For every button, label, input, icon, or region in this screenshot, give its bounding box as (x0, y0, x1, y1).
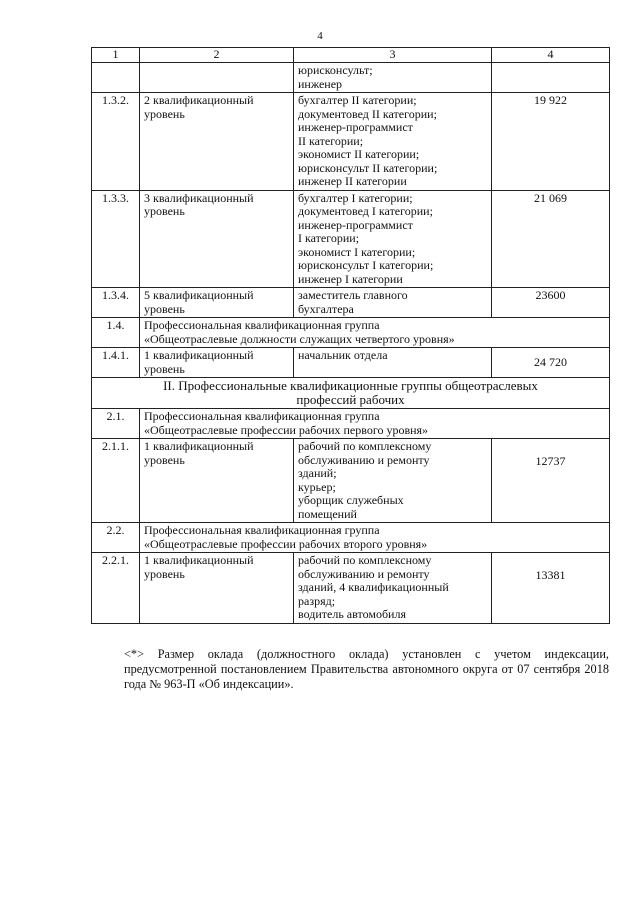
group-title (140, 409, 610, 439)
page-number: 4 (317, 30, 323, 42)
position-line: I категории; (298, 231, 360, 245)
position-line: помещений (298, 506, 357, 521)
salary-table (91, 47, 610, 624)
positions-cell (294, 63, 492, 93)
position-line: инженер-программист (298, 217, 413, 232)
salary-cell: 21 069 (492, 190, 610, 288)
positions-cell (294, 93, 492, 191)
table-row (92, 409, 610, 439)
position-line: юрисконсульт; (298, 63, 373, 77)
position-line: бухгалтер II категории; (298, 93, 417, 107)
positions-cell (294, 439, 492, 523)
row-number: 2.1.1. (92, 439, 140, 523)
level-line: уровень (144, 566, 185, 581)
position-line: начальник отдела (298, 348, 388, 362)
group-title (140, 318, 610, 348)
position-line: документовед I категории; (298, 204, 433, 218)
row-number: 1.3.2. (92, 93, 140, 191)
position-line: водитель автомобиля (298, 607, 406, 621)
level-line: уровень (144, 204, 185, 218)
position-line: зданий; (298, 466, 337, 480)
level-line: 5 квалификационный (144, 288, 254, 302)
group-line: «Общеотраслевые должности служащих четвертого уровня» (144, 331, 455, 346)
position-line: зданий, 4 квалификационный (298, 580, 449, 594)
qualification-level (140, 288, 294, 318)
column-header: 1 (92, 48, 140, 63)
position-line: инженер-программист (298, 120, 413, 134)
position-line: разряд; (298, 593, 336, 608)
level-line: 2 квалификационный (144, 93, 254, 107)
position-line: рабочий по комплексному (298, 439, 432, 453)
section-line: профессий рабочих (296, 392, 405, 407)
table-row (92, 348, 610, 378)
position-line: рабочий по комплексному (298, 553, 432, 567)
position-line: экономист II категории; (298, 147, 420, 161)
positions-cell (294, 348, 492, 378)
level-line: 1 квалификационный (144, 553, 254, 567)
position-line: заместитель главного (298, 288, 408, 302)
position-line: инженер II категории (298, 174, 407, 188)
level-line: 1 квалификационный (144, 348, 254, 362)
qualification-level (140, 93, 294, 191)
position-line: обслуживанию и ремонту (298, 566, 430, 581)
qualification-level (140, 553, 294, 624)
position-line: экономист I категории; (298, 244, 416, 259)
table-row (92, 378, 610, 409)
row-number (92, 63, 140, 93)
position-line: обслуживанию и ремонту (298, 452, 430, 467)
qualification-level (140, 190, 294, 288)
table-row (92, 93, 610, 191)
table-row (92, 288, 610, 318)
section-title (92, 378, 610, 409)
row-number: 1.4.1. (92, 348, 140, 378)
positions-cell (294, 553, 492, 624)
row-number: 1.3.3. (92, 190, 140, 288)
group-line: Профессиональная квалификационная группа (144, 318, 380, 332)
group-title (140, 523, 610, 553)
group-line: Профессиональная квалификационная группа (144, 409, 380, 423)
qualification-level (140, 348, 294, 378)
salary-cell (492, 63, 610, 93)
group-line: Профессиональная квалификационная группа (144, 523, 380, 537)
position-line: II категории; (298, 133, 364, 148)
level-line: уровень (144, 452, 185, 467)
qualification-level (140, 439, 294, 523)
positions-cell (294, 190, 492, 288)
position-line: курьер; (298, 479, 336, 494)
group-line: «Общеотраслевые профессии рабочих первого уровня» (144, 422, 429, 437)
salary-cell: 12737 (492, 439, 610, 523)
column-header: 3 (294, 48, 492, 63)
table-row (92, 63, 610, 93)
table-header-row (92, 48, 610, 63)
position-line: документовед II категории; (298, 106, 437, 121)
level-line: 3 квалификационный (144, 190, 254, 205)
section-line: II. Профессиональные квалификационные группы общеотраслевых (163, 378, 538, 393)
level-line: уровень (144, 301, 185, 316)
qualification-level (140, 63, 294, 93)
row-number: 2.1. (92, 409, 140, 439)
position-line: юрисконсульт II категории; (298, 160, 438, 175)
column-header: 2 (140, 48, 294, 63)
position-line: инженер I категории (298, 271, 403, 286)
row-number: 2.2.1. (92, 553, 140, 624)
row-number: 1.4. (92, 318, 140, 348)
level-line: уровень (144, 361, 185, 376)
table-row (92, 318, 610, 348)
salary-cell: 23600 (492, 288, 610, 318)
row-number: 2.2. (92, 523, 140, 553)
position-line: бухгалтер I категории; (298, 190, 413, 205)
position-line: инженер (298, 76, 343, 91)
column-header: 4 (492, 48, 610, 63)
position-line: бухгалтера (298, 301, 354, 316)
table-row (92, 439, 610, 523)
positions-cell (294, 288, 492, 318)
position-line: юрисконсульт I категории; (298, 258, 434, 272)
group-line: «Общеотраслевые профессии рабочих второго уровня» (144, 536, 428, 551)
footnote: <*> Размер оклада (должностного оклада) установлен с учетом индексации, предусмотренной постановлением Правительства автономного округа от 07 сентября 2018 года № 963-П «Об индексации». (124, 647, 609, 692)
salary-cell: 13381 (492, 553, 610, 624)
level-line: 1 квалификационный (144, 439, 254, 453)
table-row (92, 553, 610, 624)
level-line: уровень (144, 106, 185, 121)
table-row (92, 523, 610, 553)
salary-cell: 24 720 (492, 348, 610, 378)
salary-cell: 19 922 (492, 93, 610, 191)
table-row (92, 190, 610, 288)
position-line: уборщик служебных (298, 493, 404, 507)
row-number: 1.3.4. (92, 288, 140, 318)
